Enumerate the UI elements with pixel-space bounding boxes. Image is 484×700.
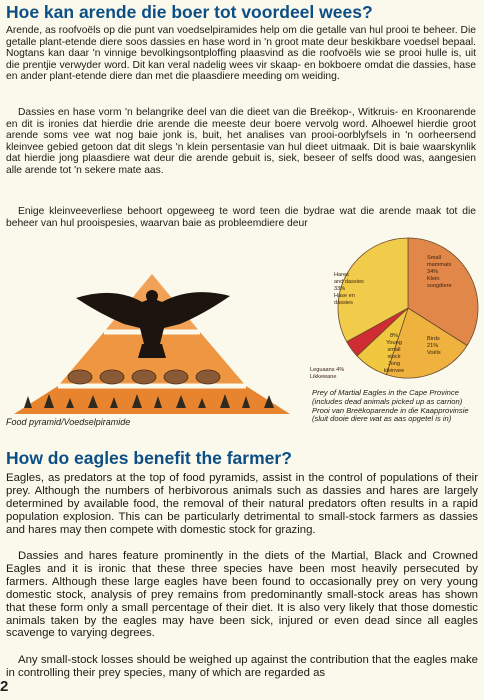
pie-slice-label: Hares and dassies 33% Hase en dassies [334, 272, 364, 306]
pie-caption [312, 389, 480, 424]
af-paragraph-2: Dassies en hase vorm 'n belangrike deel van die dieet van die Breëkop-, Witkruis- en Kroonarende en dit is ironies dat hierdie drie arende die meeste deur boere vervolg word. Alhoewel hierdie groot arende soms vee wat nog baie jonk is, buit, het analises van prooi-oorblyfsels in 'n oorheersend kleinvee gebied getoon dat dit slegs 'n klein persentasie van hul dieet uitmaak. Dit is baie waarskynlik dat hierdie jong plaasdiere wat deur die arende gebuit is, siek, beseer of selfs dood was, aangesien alle arende tot 'n sekere mate aas. [6, 107, 476, 176]
en-paragraph-2: Dassies and hares feature prominently in the diets of the Martial, Black and Crowned Eagles and it is ironic that these three species have been most heavily persecuted by farmers. Although these large eagles have been found to occasionally prey on very young domestic stock, analysis of prey remains from predominantly small-stock areas has shown that these form only a small percentage of their diet. It is also very likely that those domestic animals taken by the eagles may have been sick, injured or even dead since all eagles scavenge to varying degrees. [6, 550, 478, 640]
af-paragraph-1: Arende, as roofvoëls op die punt van voedselpiramides help om die getalle van hul prooi te beheer. Die getalle plant-etende diere soos dassies en hase word in 'n groot mate deur beskikbare voedsel bepaal. Nogtans kan daar 'n vinnige bevolkingsontploffing plaasvind as die roofvoëls wie se prooi hulle is, uit die prentjie verwyder word. Dit kan veral nadelig wees vir skaap- en bokboere omdat die dassies, hase en ander plant-etende diere dan met die plaasdiere meeding om weiding. [6, 25, 476, 83]
pie-slice-label: Small mammals 34% Klein soogdiere [427, 255, 452, 289]
af-paragraph-3: Enige kleinveeverliese behoort opgeweeg te word teen die bydrae wat die arende maak tot die beheer van hul prooispesies, waarvan baie as probleemdiere deur [6, 206, 476, 229]
pie-caption-english: Prey of Martial Eagles in the Cape Province (includes dead animals picked up as carrion) [312, 388, 463, 406]
afrikaans-heading: Hoe kan arende die boer tot voordeel wees? [6, 2, 373, 22]
pie-slice-label: Birds 21% Voëls [427, 336, 441, 356]
food-pyramid-caption: Food pyramid/Voedselpiramide [6, 417, 131, 427]
pie-caption-afrikaans: Prooi van Breëkoparende in die Kaapprovinsie (sluit dooie diere wat as aas opgetel is in) [312, 405, 469, 424]
en-paragraph-1: Eagles, as predators at the top of food pyramids, assist in the control of populations of their prey. Although the numbers of herbivorous animals such as dassies and hares are largely determined by available food, the removal of their natural predators often results in a rapid population explosion. This can be particularly detrimental to small-stock farmers as dassies and hares may then compete with domestic stock for grazing. [6, 472, 478, 536]
page-number: 2 [0, 678, 9, 695]
food-pyramid-illustration [4, 268, 300, 416]
en-paragraph-3: Any small-stock losses should be weighed up against the contribution that the eagles make in controlling their prey species, many of which are regarded as [6, 654, 478, 679]
english-heading: How do eagles benefit the farmer? [6, 448, 292, 468]
pyramid-tier-bottom [14, 386, 290, 414]
pie-slice-label: 8% Young small stock Jong kleinvee [383, 333, 405, 374]
pie-slice-label: Leguaans 4% Likkewane [310, 367, 345, 380]
prey-pie-chart [306, 228, 482, 388]
